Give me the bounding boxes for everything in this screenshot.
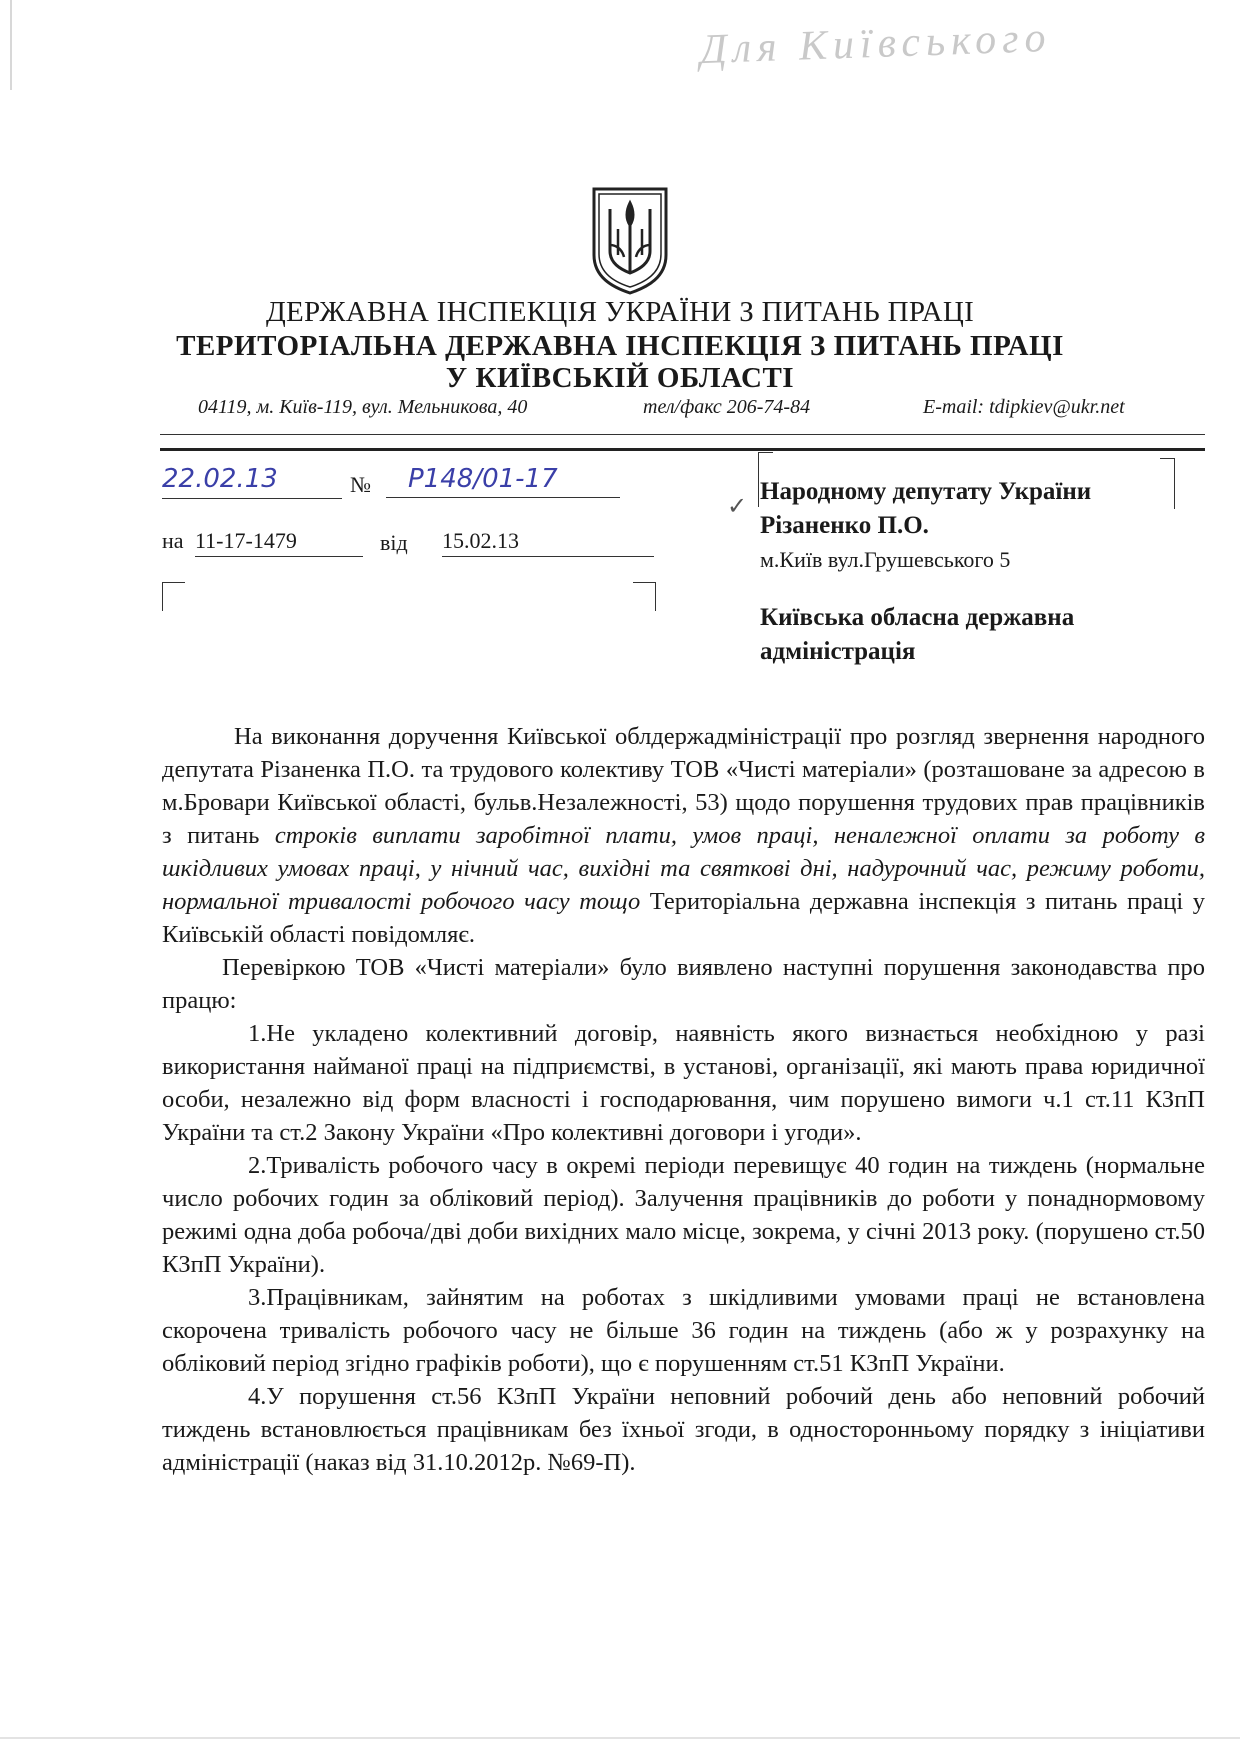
org-parent-name: ДЕРЖАВНА ІНСПЕКЦІЯ УКРАЇНИ З ПИТАНЬ ПРАЦІ: [265, 296, 975, 328]
recipient-1-title: Народному депутату України: [760, 478, 1092, 505]
paragraph-findings: Перевіркою ТОВ «Чисті матеріали» було виявлено наступні порушення законодавства про працю:: [162, 954, 1205, 1014]
paragraph-intro: [162, 720, 1205, 951]
paragraph-violation-4: 4.У порушення ст.56 КЗпП України неповний робочий день або неповний робочий тиждень встановлюється працівникам без їхньої згоди, в односторонньому порядку з ініціативи адміністрації (наказ від 31.10.2012р. №69-П).: [162, 1383, 1205, 1476]
reply-from-label: від: [380, 530, 408, 555]
org-email: E-mail: tdipkiev@ukr.net: [923, 396, 1125, 418]
header-divider-thin: [160, 434, 1205, 435]
org-phone: тел/факс 206-74-84: [643, 396, 811, 418]
recipient-2-line2: адміністрація: [760, 638, 916, 665]
coat-of-arms-icon: [590, 185, 670, 295]
outgoing-number: Р148/01-17: [386, 464, 620, 498]
number-label: №: [350, 472, 371, 497]
corner-mark-left: [162, 582, 185, 611]
org-name: ТЕРИТОРІАЛЬНА ДЕРЖАВНА ІНСПЕКЦІЯ З ПИТАНЬ ПРАЦІ: [176, 330, 1064, 362]
intro-text: На виконання доручення Київської облдержадміністрації про розгляд звернення народного депутата Різаненка П.О. та трудового колективу ТОВ «Чисті матеріали» (розташоване за адресою в м.Бровари Київської області, бульв.Незалежності, 53) щодо порушення трудових прав працівників з питань: [162, 723, 1205, 849]
paragraph-violation-2: 2.Тривалість робочого часу в окремі періоди перевищує 40 годин на тиждень (нормальне число робочих годин за обліковий період). Залучення працівників до роботи у понаднормовому режимі одна доба робоча/дві доби вихідних мало місце, зокрема, у січні 2013 року. (порушено ст.50 КЗпП України).: [162, 1152, 1205, 1278]
letter-body: [162, 720, 1205, 1479]
intro-text-end: Територіальна державна інспекція з питань праці у Київській області повідомляє.: [162, 888, 1205, 948]
reply-to-label: на: [162, 528, 184, 553]
recipient-1-address: м.Київ вул.Грушевського 5: [760, 547, 1011, 572]
recipient-1-name: Різаненко П.О.: [760, 512, 929, 539]
reply-from-date: 15.02.13: [442, 528, 654, 557]
scan-edge-mark: [10, 0, 12, 90]
paragraph-violation-1: 1.Не укладено колективний договір, наявність якого визнається необхідною у разі використання найманої праці на підприємстві, в установі, організації, які мають права юридичної особи, незалежно від форм власності і господарювання, чим порушено вимоги ч.1 ст.11 КЗпП України та ст.2 Закону України «Про колективні договори і угоди».: [162, 1020, 1205, 1146]
corner-mark-right: [633, 582, 656, 611]
reply-to-number: 11-17-1479: [195, 528, 363, 557]
header-divider-thick: [160, 448, 1205, 451]
org-region: У КИЇВСЬКІЙ ОБЛАСТІ: [445, 362, 795, 394]
recipient-bracket-right: [1160, 458, 1175, 509]
scan-bottom-edge: [0, 1737, 1240, 1739]
outgoing-date: 22.02.13: [162, 464, 342, 499]
org-address: 04119, м. Київ-119, вул. Мельникова, 40: [198, 396, 528, 418]
recipient-2-line1: Київська обласна державна: [760, 604, 1075, 631]
handwritten-note: Для Київського: [699, 14, 1053, 74]
paragraph-violation-3: 3.Працівникам, зайнятим на роботах з шкідливими умовами праці не встановлена скорочена тривалість робочого часу не більше 36 годин на тиждень (або ж у розрахунку на обліковий період згідно графіків роботи), що є порушенням ст.51 КЗпП України.: [162, 1284, 1205, 1377]
check-mark-icon: ✓: [727, 494, 748, 520]
intro-italic-topics: строків виплати заробітної плати, умов праці, неналежної оплати за роботу в шкідливих умовах праці, у нічний час, вихідні та святкові дні, надурочний час, режиму роботи, нормальної тривалості робочого часу тощо: [162, 822, 1205, 915]
